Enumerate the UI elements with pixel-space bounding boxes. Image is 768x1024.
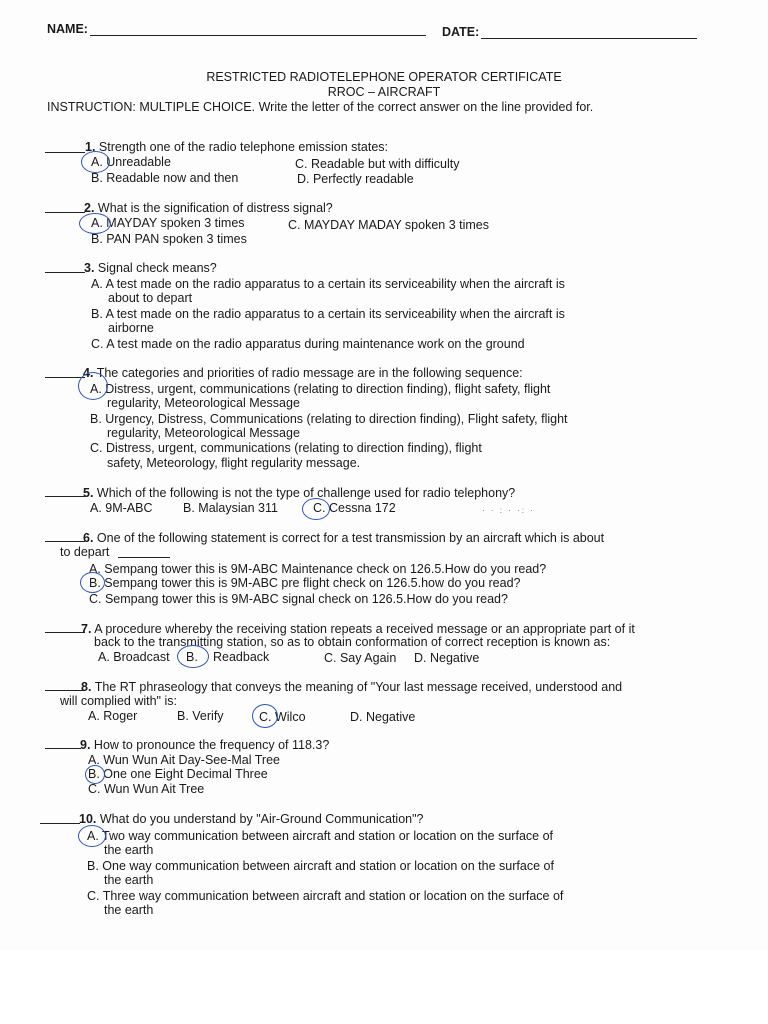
option-3a-cont: about to depart: [108, 291, 193, 305]
name-label: NAME:: [47, 22, 88, 36]
question-1: 1. Strength one of the radio telephone emission states:: [85, 140, 388, 154]
option-4b: B. Urgency, Distress, Communications (relating to direction finding), Flight safety, flight: [90, 412, 568, 426]
option-6a: A. Sempang tower this is 9M-ABC Maintenance check on 126.5.How do you read?: [89, 562, 547, 576]
option-10b: B. One way communication between aircraft and station or location on the surface of: [87, 859, 554, 873]
question-3: 3. Signal check means?: [84, 261, 217, 275]
question-6: 6. One of the following statement is correct for a test transmission by an aircraft which is about: [83, 531, 605, 545]
answer-line-10[interactable]: [40, 823, 80, 824]
answer-circle-6: [80, 572, 105, 593]
option-6c: C. Sempang tower this is 9M-ABC signal check on 126.5.How do you read?: [89, 592, 508, 606]
option-2c: C. MAYDAY MADAY spoken 3 times: [288, 218, 489, 232]
date-line[interactable]: [481, 38, 697, 39]
answer-line-5[interactable]: [45, 496, 85, 497]
option-10a: A. Two way communication between aircraft and station or location on the surface of: [87, 829, 553, 843]
answer-circle-9: [85, 765, 105, 784]
answer-line-6[interactable]: [45, 541, 85, 542]
question-10: 10. What do you understand by "Air-Ground Communication"?: [79, 812, 424, 826]
answer-line-1[interactable]: [45, 152, 85, 153]
answer-circle-5: [302, 498, 330, 520]
option-8c: C. Wilco: [259, 710, 306, 724]
option-10c-cont: the earth: [104, 903, 154, 917]
option-1d: D. Perfectly readable: [297, 172, 414, 186]
name-line[interactable]: [90, 35, 426, 36]
option-10b-cont: the earth: [104, 873, 154, 887]
option-5b: B. Malaysian 311: [183, 501, 278, 515]
question-4: 4. The categories and priorities of radio message are in the following sequence:: [83, 366, 523, 380]
instruction-text: INSTRUCTION: MULTIPLE CHOICE. Write the letter of the correct answer on the line provided for.: [47, 100, 594, 114]
option-1c: C. Readable but with difficulty: [295, 157, 460, 171]
option-7a: A. Broadcast: [98, 650, 170, 664]
option-4c-cont: safety, Meteorology, flight regularity message.: [107, 456, 361, 470]
option-7b: B.: [186, 650, 198, 664]
option-8a: A. Roger: [88, 709, 138, 723]
option-6b: B. Sempang tower this is 9M-ABC pre flight check on 126.5.how do you read?: [89, 576, 521, 590]
option-5c: C. Cessna 172: [313, 501, 396, 515]
question-5: 5. Which of the following is not the type of challenge used for radio telephony?: [83, 486, 516, 500]
question-9: 9. How to pronounce the frequency of 118.3?: [80, 738, 330, 752]
option-9a: A. Wun Wun Ait Day-See-Mal Tree: [88, 753, 280, 767]
answer-circle-10: [78, 825, 106, 847]
answer-line-7[interactable]: [45, 632, 85, 633]
option-7d: D. Negative: [414, 651, 480, 665]
answer-circle-8: [252, 704, 278, 728]
option-10a-cont: the earth: [104, 843, 154, 857]
option-1a: A. Unreadable: [91, 155, 171, 169]
option-3c: C. A test made on the radio apparatus during maintenance work on the ground: [91, 337, 525, 351]
answer-circle-2: [79, 213, 111, 234]
option-2b: B. PAN PAN spoken 3 times: [91, 232, 247, 246]
answer-line-2[interactable]: [45, 212, 85, 213]
option-3b-cont: airborne: [108, 321, 154, 335]
question-6-cont: to depart: [60, 545, 110, 559]
option-4a: A. Distress, urgent, communications (relating to direction finding), flight safety, flight: [90, 382, 551, 396]
answer-circle-7: [177, 645, 209, 668]
answer-line-3[interactable]: [45, 272, 85, 273]
option-9c: C. Wun Wun Ait Tree: [88, 782, 205, 796]
answer-circle-1: [81, 151, 110, 173]
option-7b-text: Readback: [213, 650, 270, 664]
option-2a: A. MAYDAY spoken 3 times: [91, 216, 245, 230]
answer-line-8[interactable]: [45, 690, 85, 691]
answer-circle-4: [78, 372, 108, 400]
option-4c: C. Distress, urgent, communications (relating to direction finding), flight: [90, 441, 482, 455]
option-4a-cont: regularity, Meteorological Message: [107, 396, 300, 410]
option-9b: B. One one Eight Decimal Three: [88, 767, 268, 781]
answer-line-9[interactable]: [45, 748, 81, 749]
option-8d: D. Negative: [350, 710, 416, 724]
option-3b: B. A test made on the radio apparatus to a certain its serviceability when the aircraft is: [91, 307, 565, 321]
option-5a: A. 9M-ABC: [90, 501, 153, 515]
scan-speckle: · · : · ·: ·: [482, 506, 535, 515]
page-title: RESTRICTED RADIOTELEPHONE OPERATOR CERTIFICATE: [206, 70, 562, 84]
option-8b: B. Verify: [177, 709, 224, 723]
option-3a: A. A test made on the radio apparatus to a certain its serviceability when the aircraft is: [91, 277, 565, 291]
question-6-blank: [118, 557, 170, 558]
question-7: 7. A procedure whereby the receiving station repeats a received message or an appropriate part of it: [81, 622, 635, 636]
page-subtitle: RROC – AIRCRAFT: [327, 85, 441, 99]
option-7c: C. Say Again: [324, 651, 397, 665]
question-7-cont: back to the transmitting station, so as to obtain conformation of correct reception is known as:: [94, 635, 611, 649]
date-label: DATE:: [442, 25, 480, 39]
question-2: 2. What is the signification of distress signal?: [84, 201, 333, 215]
option-10c: C. Three way communication between aircraft and station or location on the surface of: [87, 889, 564, 903]
option-4b-cont: regularity, Meteorological Message: [107, 426, 300, 440]
question-8: 8. The RT phraseology that conveys the meaning of "Your last message received, understood and: [81, 680, 623, 694]
option-1b: B. Readable now and then: [91, 171, 239, 185]
answer-line-4[interactable]: [45, 377, 85, 378]
question-8-cont: will complied with" is:: [60, 694, 177, 708]
